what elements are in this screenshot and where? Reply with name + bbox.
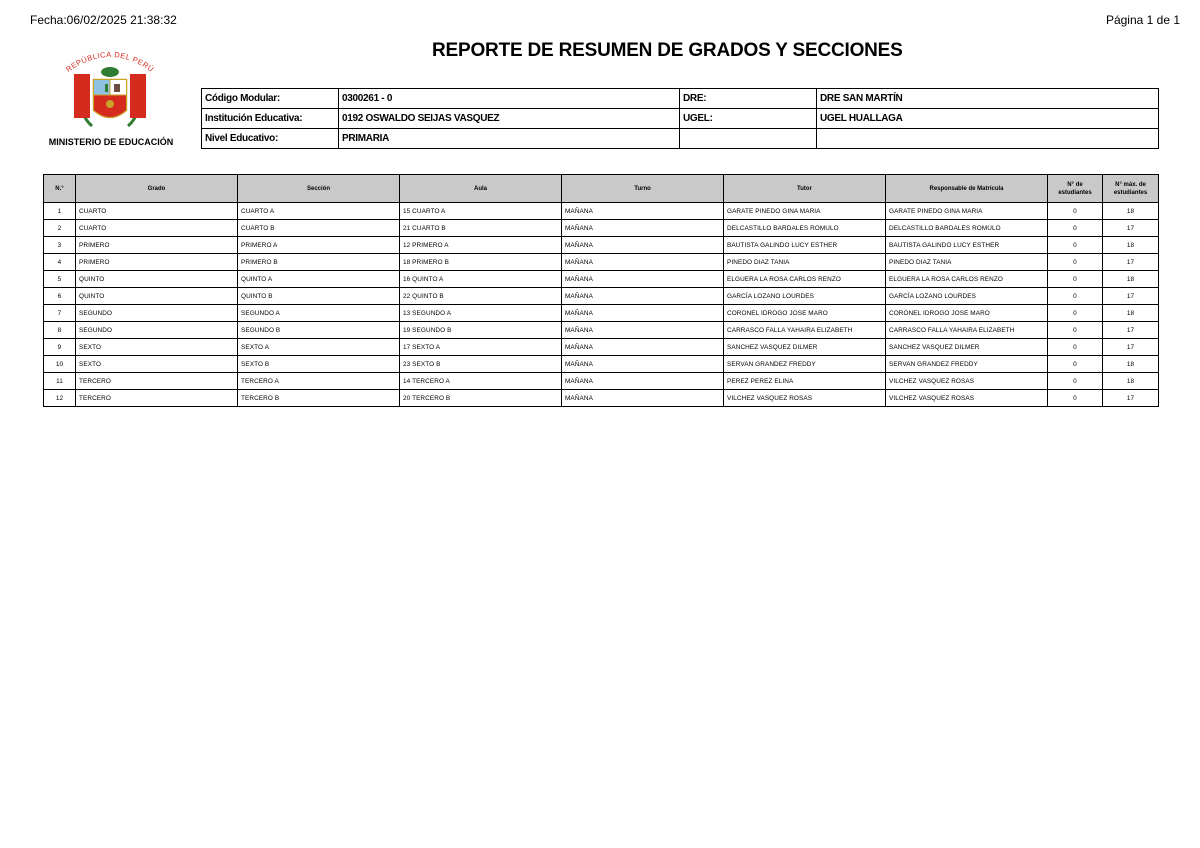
col-number-cell: 8 [44, 322, 76, 339]
col-number-cell: 11 [44, 373, 76, 390]
col-turno-cell: MAÑANA [562, 356, 724, 373]
col-seccion-cell: PRIMERO B [238, 254, 400, 271]
col-aula-cell: 21 CUARTO B [400, 220, 562, 237]
table-row [44, 322, 1159, 339]
institucion-label: Institución Educativa: [202, 109, 339, 129]
col-number-cell: 3 [44, 237, 76, 254]
col-seccion-cell: CUARTO A [238, 203, 400, 220]
col-grado-cell: PRIMERO [76, 237, 238, 254]
col-seccion-cell: QUINTO A [238, 271, 400, 288]
col-max-estudiantes-cell: 17 [1103, 339, 1159, 356]
col-aula-header: Aula [400, 175, 562, 203]
col-estudiantes-cell: 0 [1048, 220, 1103, 237]
ugel-label: UGEL: [680, 109, 817, 129]
table-row [44, 271, 1159, 288]
col-max-estudiantes-cell: 17 [1103, 220, 1159, 237]
empty-cell [680, 129, 817, 149]
coat-of-arms-logo [44, 44, 176, 150]
col-max-estudiantes-cell: 18 [1103, 305, 1159, 322]
col-estudiantes-cell: 0 [1048, 339, 1103, 356]
col-aula-cell: 14 TERCERO A [400, 373, 562, 390]
col-seccion-cell: SEXTO A [238, 339, 400, 356]
col-max-estudiantes-cell: 18 [1103, 271, 1159, 288]
col-aula-cell: 22 QUINTO B [400, 288, 562, 305]
col-estudiantes-cell: 0 [1048, 390, 1103, 407]
col-seccion-cell: SEGUNDO A [238, 305, 400, 322]
col-grado-header: Grado [76, 175, 238, 203]
col-tutor-cell: GARATE PINEDO GINA MARIA [724, 203, 886, 220]
col-turno-cell: MAÑANA [562, 203, 724, 220]
col-estudiantes-cell: 0 [1048, 237, 1103, 254]
col-responsable-cell: DELCASTILLO BARDALES ROMULO [886, 220, 1048, 237]
col-estudiantes-cell: 0 [1048, 271, 1103, 288]
col-seccion-cell: SEXTO B [238, 356, 400, 373]
col-aula-cell: 12 PRIMERO A [400, 237, 562, 254]
col-number-cell: 2 [44, 220, 76, 237]
table-row [44, 356, 1159, 373]
col-responsable-cell: CORONEL IDROGO JOSE MARO [886, 305, 1048, 322]
col-max-estudiantes-cell: 18 [1103, 237, 1159, 254]
col-number-cell: 4 [44, 254, 76, 271]
codigo-value: 0300261 - 0 [339, 89, 680, 109]
col-grado-cell: QUINTO [76, 288, 238, 305]
col-aula-cell: 15 CUARTO A [400, 203, 562, 220]
col-tutor-header: Tutor [724, 175, 886, 203]
col-max-estudiantes-header: N° máx. de estudiantes [1103, 175, 1159, 203]
col-grado-cell: CUARTO [76, 203, 238, 220]
dre-label: DRE: [680, 89, 817, 109]
col-number-cell: 10 [44, 356, 76, 373]
col-tutor-cell: VILCHEZ VASQUEZ ROSAS [724, 390, 886, 407]
col-estudiantes-cell: 0 [1048, 322, 1103, 339]
nivel-label: Nivel Educativo: [202, 129, 339, 149]
page-number: Página 1 de 1 [1105, 13, 1180, 27]
col-tutor-cell: DELCASTILLO BARDALES ROMULO [724, 220, 886, 237]
table-row [44, 305, 1159, 322]
col-grado-cell: CUARTO [76, 220, 238, 237]
crown-icon [101, 67, 119, 77]
col-turno-cell: MAÑANA [562, 271, 724, 288]
col-number-cell: 12 [44, 390, 76, 407]
col-seccion-header: Sección [238, 175, 400, 203]
col-grado-cell: QUINTO [76, 271, 238, 288]
ministry-name: MINISTERIO DE EDUCACIÓN [48, 137, 174, 147]
table-row [44, 373, 1159, 390]
col-estudiantes-cell: 0 [1048, 203, 1103, 220]
col-seccion-cell: SEGUNDO B [238, 322, 400, 339]
page-title: REPORTE DE RESUMEN DE GRADOS Y SECCIONES [432, 40, 903, 61]
col-number-cell: 6 [44, 288, 76, 305]
col-tutor-cell: GARCÍA LOZANO LOURDES [724, 288, 886, 305]
col-aula-cell: 13 SEGUNDO A [400, 305, 562, 322]
col-tutor-cell: SANCHEZ VASQUEZ DILMER [724, 339, 886, 356]
col-number-cell: 9 [44, 339, 76, 356]
col-grado-cell: SEGUNDO [76, 322, 238, 339]
col-max-estudiantes-cell: 18 [1103, 203, 1159, 220]
empty-cell [817, 129, 1159, 149]
col-aula-cell: 19 SEGUNDO B [400, 322, 562, 339]
col-number-cell: 5 [44, 271, 76, 288]
col-responsable-cell: VILCHEZ VASQUEZ ROSAS [886, 373, 1048, 390]
col-responsable-cell: VILCHEZ VASQUEZ ROSAS [886, 390, 1048, 407]
col-aula-cell: 20 TERCERO B [400, 390, 562, 407]
col-grado-cell: TERCERO [76, 373, 238, 390]
col-responsable-cell: PINEDO DIAZ TANIA [886, 254, 1048, 271]
logo-arc-text: REPÚBLICA DEL PERÚ [64, 49, 156, 74]
col-grado-cell: SEXTO [76, 356, 238, 373]
col-aula-cell: 16 QUINTO A [400, 271, 562, 288]
col-estudiantes-cell: 0 [1048, 288, 1103, 305]
col-seccion-cell: PRIMERO A [238, 237, 400, 254]
col-turno-cell: MAÑANA [562, 390, 724, 407]
table-header-row [44, 175, 1159, 203]
table-body [44, 203, 1159, 407]
col-number-cell: 1 [44, 203, 76, 220]
col-grado-cell: PRIMERO [76, 254, 238, 271]
col-turno-cell: MAÑANA [562, 237, 724, 254]
col-turno-cell: MAÑANA [562, 305, 724, 322]
col-responsable-cell: CARRASCO FALLA YAHAIRA ELIZABETH [886, 322, 1048, 339]
nivel-value: PRIMARIA [339, 129, 680, 149]
institucion-value: 0192 OSWALDO SEIJAS VASQUEZ [339, 109, 680, 129]
col-estudiantes-cell: 0 [1048, 254, 1103, 271]
col-turno-cell: MAÑANA [562, 220, 724, 237]
col-tutor-cell: ELGUERA LA ROSA CARLOS RENZO [724, 271, 886, 288]
table-row [44, 288, 1159, 305]
col-aula-cell: 18 PRIMERO B [400, 254, 562, 271]
col-max-estudiantes-cell: 17 [1103, 254, 1159, 271]
table-row [44, 339, 1159, 356]
col-tutor-cell: PEREZ PEREZ ELINA [724, 373, 886, 390]
col-aula-cell: 23 SEXTO B [400, 356, 562, 373]
col-grado-cell: SEGUNDO [76, 305, 238, 322]
flag-left-icon [74, 74, 90, 118]
col-max-estudiantes-cell: 17 [1103, 322, 1159, 339]
col-seccion-cell: TERCERO B [238, 390, 400, 407]
col-seccion-cell: TERCERO A [238, 373, 400, 390]
col-grado-cell: SEXTO [76, 339, 238, 356]
col-seccion-cell: CUARTO B [238, 220, 400, 237]
col-estudiantes-cell: 0 [1048, 305, 1103, 322]
col-max-estudiantes-cell: 17 [1103, 288, 1159, 305]
col-responsable-cell: GARCÍA LOZANO LOURDES [886, 288, 1048, 305]
col-tutor-cell: BAUTISTA GALINDO LUCY ESTHER [724, 237, 886, 254]
col-tutor-cell: CARRASCO FALLA YAHAIRA ELIZABETH [724, 322, 886, 339]
flag-right-icon [130, 74, 146, 118]
col-estudiantes-cell: 0 [1048, 373, 1103, 390]
table-row [44, 220, 1159, 237]
col-number-header: N.° [44, 175, 76, 203]
col-estudiantes-header: N° de estudiantes [1048, 175, 1103, 203]
col-max-estudiantes-cell: 18 [1103, 356, 1159, 373]
col-responsable-cell: SERVAN GRANDEZ FREDDY [886, 356, 1048, 373]
dre-value: DRE SAN MARTÍN [817, 89, 1159, 109]
col-responsable-cell: SANCHEZ VASQUEZ DILMER [886, 339, 1048, 356]
col-turno-header: Turno [562, 175, 724, 203]
table-row [44, 254, 1159, 271]
institution-info-table [201, 88, 1159, 149]
ugel-value: UGEL HUALLAGA [817, 109, 1159, 129]
col-aula-cell: 17 SEXTO A [400, 339, 562, 356]
col-responsable-header: Responsable de Matrícula [886, 175, 1048, 203]
col-turno-cell: MAÑANA [562, 322, 724, 339]
report-date: Fecha:06/02/2025 21:38:32 [30, 13, 177, 27]
col-tutor-cell: PINEDO DIAZ TANIA [724, 254, 886, 271]
col-turno-cell: MAÑANA [562, 373, 724, 390]
col-responsable-cell: BAUTISTA GALINDO LUCY ESTHER [886, 237, 1048, 254]
col-responsable-cell: GARATE PINEDO GINA MARIA [886, 203, 1048, 220]
col-turno-cell: MAÑANA [562, 339, 724, 356]
sections-table [43, 174, 1159, 407]
col-turno-cell: MAÑANA [562, 288, 724, 305]
col-responsable-cell: ELGUERA LA ROSA CARLOS RENZO [886, 271, 1048, 288]
col-grado-cell: TERCERO [76, 390, 238, 407]
col-estudiantes-cell: 0 [1048, 356, 1103, 373]
col-turno-cell: MAÑANA [562, 254, 724, 271]
col-seccion-cell: QUINTO B [238, 288, 400, 305]
col-max-estudiantes-cell: 17 [1103, 390, 1159, 407]
col-tutor-cell: SERVAN GRANDEZ FREDDY [724, 356, 886, 373]
table-row [44, 237, 1159, 254]
col-tutor-cell: CORONEL IDROGO JOSE MARO [724, 305, 886, 322]
table-row [44, 390, 1159, 407]
codigo-label: Código Modular: [202, 89, 339, 109]
col-max-estudiantes-cell: 18 [1103, 373, 1159, 390]
col-number-cell: 7 [44, 305, 76, 322]
table-row [44, 203, 1159, 220]
